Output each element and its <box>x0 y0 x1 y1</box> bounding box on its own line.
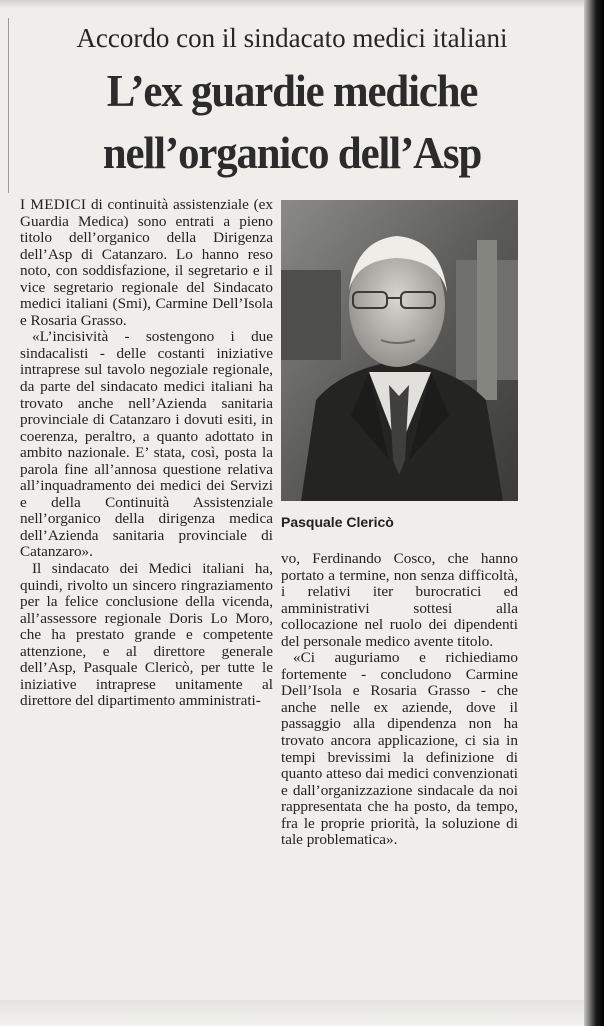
lead-caps: I MEDICI <box>20 196 87 213</box>
kicker: Accordo con il sindacato medici italiani <box>76 23 508 53</box>
paragraph-1 <box>20 197 273 329</box>
photo-caption: Pasquale Clericò <box>281 514 394 530</box>
scan-bottom-edge <box>0 1000 584 1026</box>
portrait-illustration <box>281 200 518 501</box>
paragraph-5: «Ci auguriamo e richiediamo fortemente - concludono Carmine Dell’Isola e Rosaria Grasso - che anche nelle ex aziende, dove il passaggio alla dipendenza non ha trovato ancora applicazione, ci sia in tempi brevissimi la definizione di quanto atteso dai medici convenzionati e dall’organizzazione sindacale da noi rappresentata che ha posto, da tempo, fra le proprie priorità, la soluzione di tale problematica». <box>281 649 519 849</box>
paragraph-2: «L’incisività - sostengono i due sindacalisti - delle costanti iniziative intraprese sul tavolo negoziale regionale, da parte del sindacato medici italiani ha trovato anche nell’Azienda sanitaria provinciale di Catanzaro i dovuti esiti, in coerenza, peraltro, a quanto adottato in ambito nazionale. E’ stata, così, posta la parola fine all’annosa questione relativa all’inquadramento dei medici dei Servizi e della Continuità Assistenziale nell’organico della dirigenza medica dell’Azienda sanitaria provinciale di Catanzaro». <box>20 328 273 561</box>
scan-right-shadow <box>584 0 604 1026</box>
portrait-photo <box>281 200 518 501</box>
body-column-left <box>20 197 273 710</box>
paragraph-4: vo, Ferdinando Cosco, che hanno portato a termine, non senza difficoltà, i relativi iter burocratici ed amministrativi sottesi alla collocazione nel ruolo dei dipendenti del personale medico avente titolo. <box>281 550 518 650</box>
paragraph-3: Il sindacato dei Medici italiani ha, quindi, rivolto un sincero ringraziamento per la felice conclusione della vicenda, all’assessore regionale Doris Lo Moro, che ha prestato grande e competente attenzione, e al direttore generale dell’Asp, Pasquale Clericò, per tutte le iniziative intraprese unitamente al direttore del dipartimento amministrati- <box>20 560 273 710</box>
headline-line-1: L’ex guardie mediche <box>106 65 478 116</box>
headline-line-2: nell’organico dell’Asp <box>102 127 482 178</box>
scan-top-edge <box>0 0 584 8</box>
paragraph-1-text: di continuità assistenziale (ex Guardia Medica) sono entrati a pieno titolo dell’organico della Dirigenza dell’Asp di Catanzaro. Lo hanno reso noto, con soddisfazione, il segretario e il vice segretario regionale del Sindacato medici italiani (Smi), Carmine Dell’Isola e Rosaria Grasso. <box>20 196 274 329</box>
body-column-right <box>281 551 518 849</box>
